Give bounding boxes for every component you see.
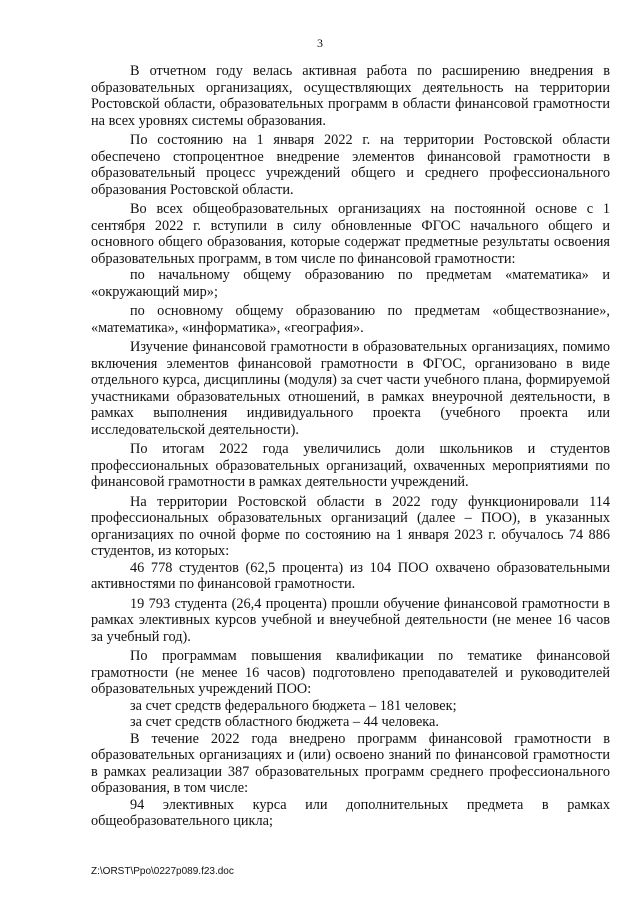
page-number: 3: [317, 36, 323, 50]
paragraph: На территории Ростовской области в 2022 году функционировали 114 профессиональных образовательных организаций (далее – ПОО), в указанных организациях по очной форме по состоянию на 1 января 2023 г. обучалось 74 886 студентов, из которых:: [91, 493, 610, 559]
list-item: по основному общему образованию по предметам «обществознание», «математика», «информатика», «география».: [91, 303, 610, 336]
paragraph: По итогам 2022 года увеличились доли школьников и студентов профессиональных образовательных организаций, охваченных мероприятиями по финансовой грамотности в рамках деятельности учреждений.: [91, 441, 610, 490]
paragraph: По программам повышения квалификации по тематике финансовой грамотности (не менее 16 часов) подготовлено преподавателей и руководителей образовательных учреждений ПОО:: [91, 648, 610, 697]
list-item: 94 элективных курса или дополнительных предмета в рамках общеобразовательного цикла;: [91, 796, 610, 829]
paragraph: В отчетном году велась активная работа по расширению внедрения в образовательных организациях, осуществляющих деятельность на территории Ростовской области, образовательных программ в области финансовой грамотности на всех уровнях системы образования.: [91, 63, 610, 129]
footer-file-path: Z:\ORST\Ppo\0227p089.f23.doc: [91, 866, 234, 877]
list-item: по начальному общему образованию по предметам «математика» и «окружающий мир»;: [91, 267, 610, 300]
paragraph: По состоянию на 1 января 2022 г. на территории Ростовской области обеспечено стопроцентное внедрение элементов финансовой грамотности в образовательный процесс учреждений общего и среднего профессионального образования Ростовской области.: [91, 132, 610, 198]
list-item: за счет средств областного бюджета – 44 человека.: [130, 714, 439, 730]
list-item: 46 778 студентов (62,5 процента) из 104 ПОО охвачено образовательными активностями по финансовой грамотности.: [91, 559, 610, 592]
document-body: [91, 63, 610, 830]
paragraph: В течение 2022 года внедрено программ финансовой грамотности в образовательных организациях и (или) освоено знаний по финансовой грамотности в рамках реализации 387 образовательных программ среднего профессионального образования, в том числе:: [91, 730, 610, 796]
paragraph: Во всех общеобразовательных организациях на постоянной основе с 1 сентября 2022 г. вступили в силу обновленные ФГОС начального общего и основного общего образования, которые содержат предметные результаты освоения образовательных программ, в том числе по финансовой грамотности:: [91, 201, 610, 267]
list-item: 19 793 студента (26,4 процента) прошли обучение финансовой грамотности в рамках элективных курсов учебной и внеучебной деятельности (не менее 16 часов за учебный год).: [91, 595, 610, 645]
list-item: за счет средств федерального бюджета – 181 человек;: [130, 697, 457, 714]
paragraph: Изучение финансовой грамотности в образовательных организациях, помимо включения элементов финансовой грамотности в ФГОС, организовано в виде отдельного курса, дисциплины (модуля) за счет части учебного плана, формируемой участниками образовательных отношений, в рамках внеурочной деятельности, в рамках выполнения индивидуального проекта (учебного проекта или исследовательской деятельности).: [91, 339, 610, 438]
